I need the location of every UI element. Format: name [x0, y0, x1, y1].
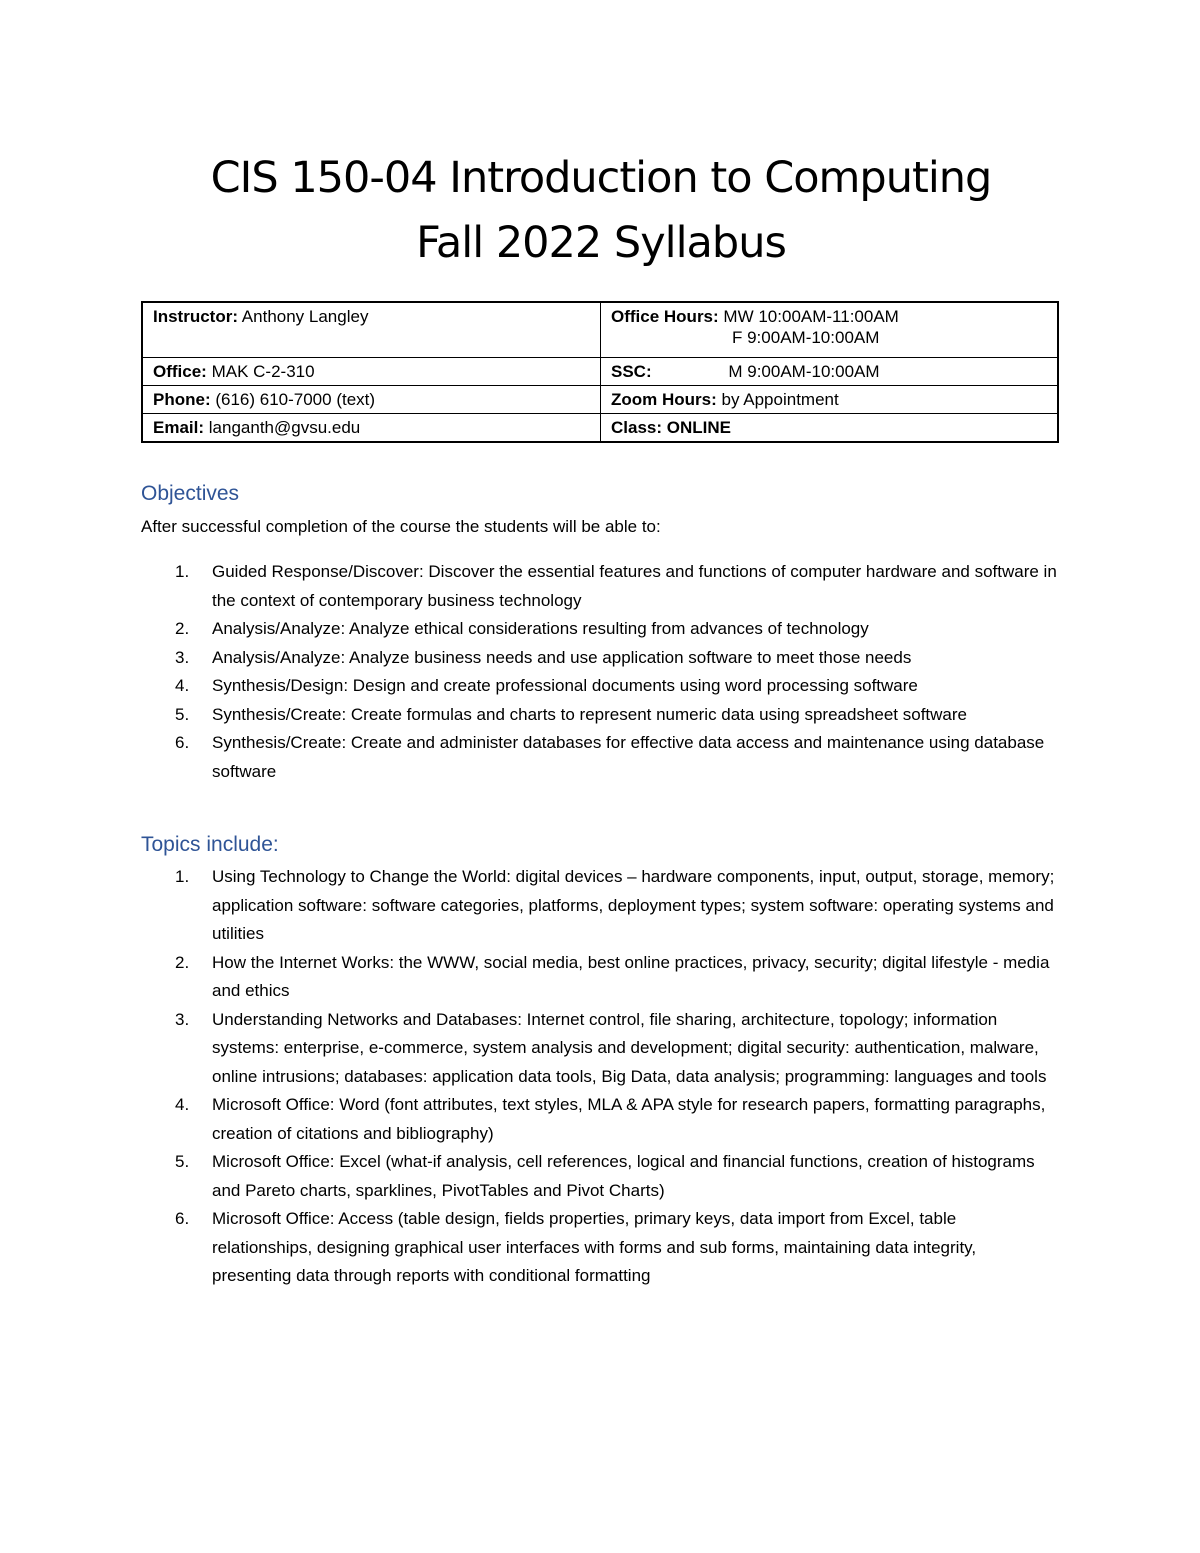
instructor-value: Anthony Langley	[241, 307, 369, 326]
objectives-heading: Objectives	[141, 482, 240, 505]
list-item-number: 5.	[175, 704, 190, 724]
list-item-number: 3.	[175, 647, 190, 667]
list-item-text: Analysis/Analyze: Analyze ethical considerations resulting from advances of technology	[212, 619, 869, 638]
list-item	[141, 1205, 1059, 1291]
phone-label: Phone:	[153, 390, 211, 409]
zoom-value: by Appointment	[721, 390, 839, 409]
email-label: Email:	[153, 418, 205, 437]
office-label: Office:	[153, 362, 207, 381]
office-value: MAK C-2-310	[211, 362, 315, 381]
zoom-cell	[601, 386, 1059, 414]
phone-value: (616) 610-7000 (text)	[215, 390, 376, 409]
list-item-number: 6.	[175, 733, 190, 752]
list-item-text: Analysis/Analyze: Analyze business needs and use application software to meet those needs	[212, 647, 912, 667]
list-item-text: Understanding Networks and Databases: Internet control, file sharing, architecture, topology; information systems: enterprise, e-commerce, system analysis and development; digital security: authentication, malware, online intrusions; databases: application data tools, Big Data, data analysis; programming: languages and tools	[212, 1009, 1047, 1086]
list-item-text: Synthesis/Design: Design and create professional documents using word processing software	[212, 676, 918, 695]
ssc-label: SSC:	[611, 362, 652, 381]
list-item-text: Synthesis/Create: Create formulas and charts to represent numeric data using spreadsheet software	[212, 704, 967, 724]
list-item-text: Microsoft Office: Access (table design, fields properties, primary keys, data import from Excel, table relationships, designing graphical user interfaces with forms and sub forms, maintaining data integrity, presenting data through reports with conditional formatting	[212, 1209, 977, 1285]
list-item-number: 6.	[175, 1209, 190, 1228]
list-item-text: Synthesis/Create: Create and administer databases for effective data access and maintenance using database software	[212, 733, 1045, 781]
list-item	[141, 863, 1059, 949]
list-item	[141, 701, 1059, 730]
list-item-text: Microsoft Office: Word (font attributes, text styles, MLA & APA style for research papers, formatting paragraphs, creation of citations and bibliography)	[212, 1095, 1046, 1143]
list-item-number: 1.	[175, 867, 190, 886]
list-item-number: 4.	[175, 676, 190, 695]
phone-cell	[142, 386, 601, 414]
list-item	[141, 558, 1059, 615]
list-item-number: 2.	[175, 619, 190, 638]
list-item-text: Using Technology to Change the World: digital devices – hardware components, input, output, storage, memory; application software: software categories, platforms, deployment types; system software: operating systems and utilities	[212, 867, 1055, 943]
table-row	[142, 302, 1058, 358]
list-item-number: 5.	[175, 1152, 190, 1171]
office-cell	[142, 358, 601, 386]
list-item-number: 3.	[175, 1009, 190, 1029]
zoom-label: Zoom Hours:	[611, 390, 717, 409]
list-item-text: Microsoft Office: Excel (what-if analysis, cell references, logical and financial functions, creation of histograms and Pareto charts, sparklines, PivotTables and Pivot Charts)	[212, 1152, 1035, 1200]
topics-list	[141, 863, 1059, 1291]
page-subtitle: Fall 2022 Syllabus	[416, 218, 786, 268]
objectives-intro: After successful completion of the course the students will be able to:	[141, 517, 661, 536]
class-value: ONLINE	[666, 418, 731, 437]
office-hours-cell	[601, 302, 1059, 358]
list-item	[141, 1148, 1059, 1205]
objectives-list	[141, 558, 1059, 786]
list-item	[141, 949, 1059, 1006]
instructor-label: Instructor:	[153, 307, 238, 326]
list-item	[141, 1006, 1059, 1092]
topics-heading: Topics include:	[141, 833, 279, 856]
list-item-text: How the Internet Works: the WWW, social media, best online practices, privacy, security; digital lifestyle - media and ethics	[212, 952, 1050, 1000]
ssc-value: M 9:00AM-10:00AM	[728, 362, 880, 381]
list-item	[141, 1091, 1059, 1148]
ssc-cell	[601, 358, 1059, 386]
list-item	[141, 729, 1059, 786]
list-item-number: 1.	[175, 562, 190, 581]
list-item-number: 2.	[175, 952, 190, 972]
email-cell	[142, 414, 601, 443]
instructor-info-table	[141, 301, 1059, 443]
table-row	[142, 358, 1058, 386]
page-title: CIS 150-04 Introduction to Computing	[210, 153, 992, 203]
list-item	[141, 644, 1059, 673]
instructor-cell	[142, 302, 601, 358]
list-item-number: 4.	[175, 1095, 190, 1114]
email-value: langanth@gvsu.edu	[208, 418, 361, 437]
office-hours-label: Office Hours:	[611, 307, 719, 326]
class-label: Class:	[611, 418, 663, 437]
list-item	[141, 615, 1059, 644]
list-item-text: Guided Response/Discover: Discover the essential features and functions of computer hardware and software in the context of contemporary business technology	[212, 562, 1057, 610]
office-hours-value-1: MW 10:00AM-11:00AM	[723, 307, 899, 326]
class-cell	[601, 414, 1059, 443]
table-row	[142, 386, 1058, 414]
list-item	[141, 672, 1059, 701]
office-hours-value-2: F 9:00AM-10:00AM	[732, 328, 880, 347]
table-row	[142, 414, 1058, 443]
